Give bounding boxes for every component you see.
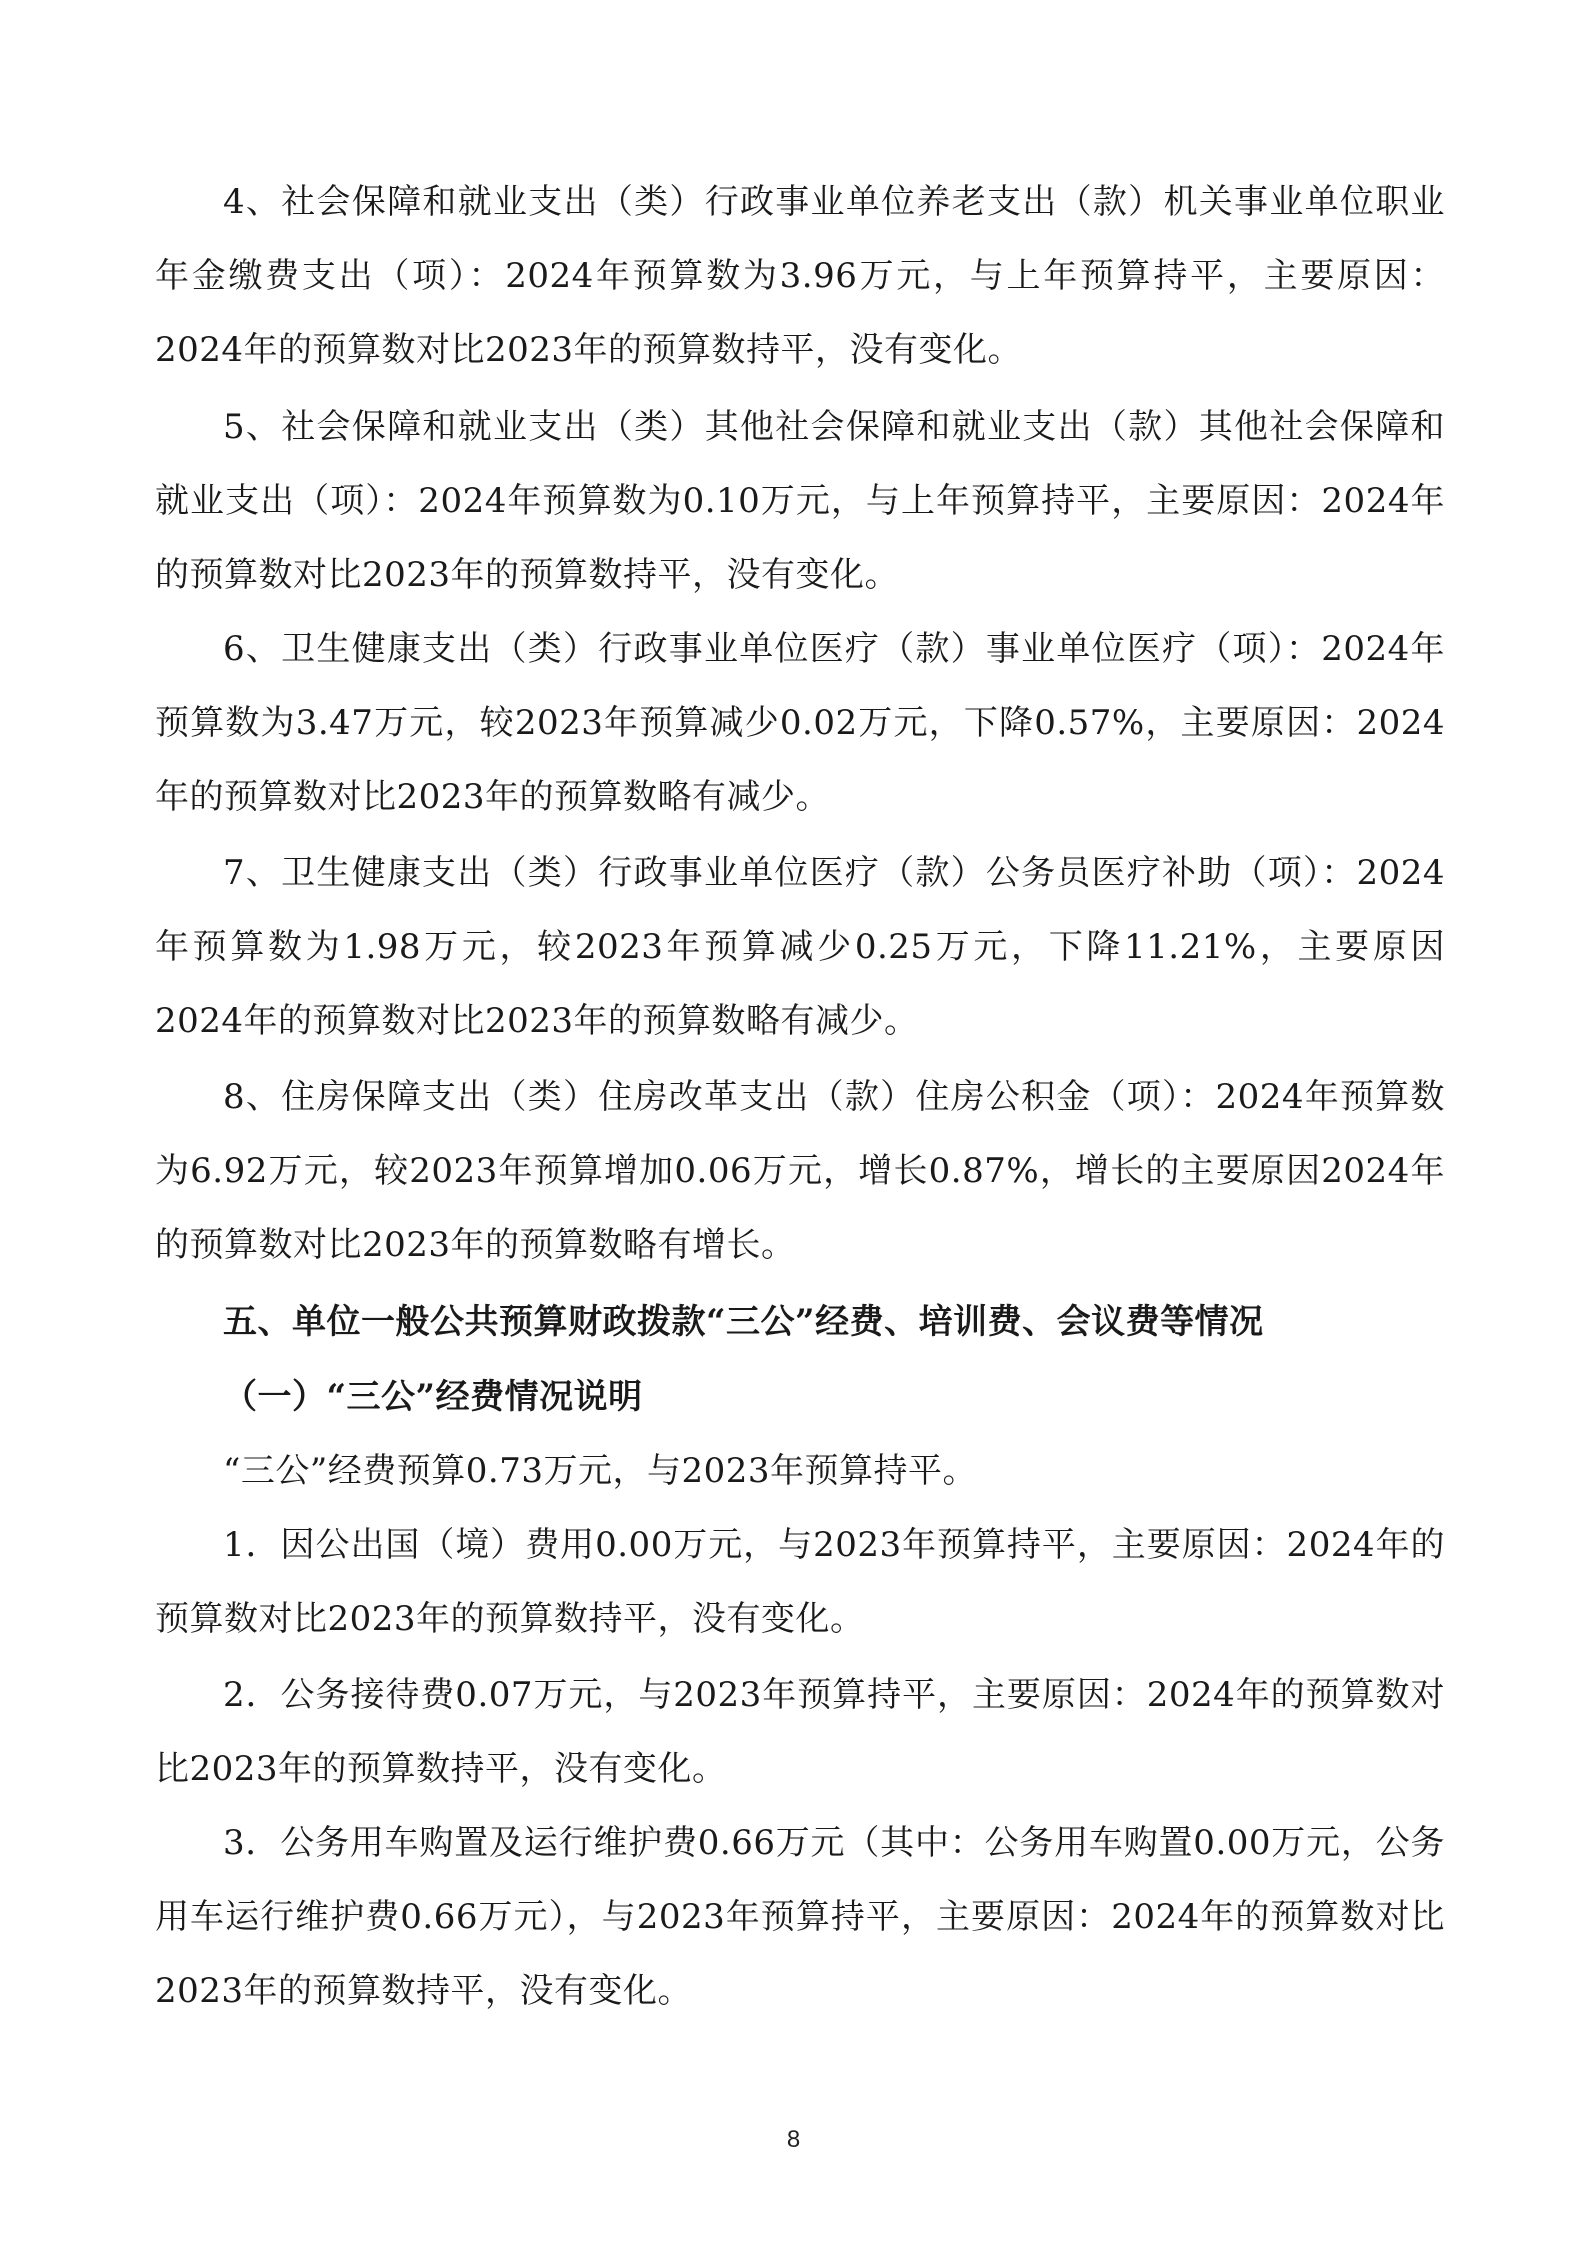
list-item-travel-abroad: 1．因公出国（境）费用0.00万元，与2023年预算持平，主要原因：2024年的预算数对比2023年的预算数持平，没有变化。 [155, 1525, 1445, 1639]
section-heading: 五、单位一般公共预算财政拨款“三公”经费、培训费、会议费等情况 [223, 1302, 1264, 1342]
paragraph-item-7: 7、卫生健康支出（类）行政事业单位医疗（款）公务员医疗补助（项）：2024年预算数为1.98万元，较2023年预算减少0.25万元，下降11.21%，主要原因2024年的预算数对比2023年的预算数略有减少。 [155, 853, 1445, 1041]
paragraph-item-8: 8、住房保障支出（类）住房改革支出（款）住房公积金（项）：2024年预算数为6.92万元，较2023年预算增加0.06万元，增长0.87%，增长的主要原因2024年的预算数对比2023年的预算数略有增长。 [155, 1077, 1445, 1265]
list-item-vehicle: 3．公务用车购置及运行维护费0.66万元（其中：公务用车购置0.00万元，公务用车运行维护费0.66万元），与2023年预算持平，主要原因：2024年的预算数对比2023年的预算数持平，没有变化。 [155, 1823, 1445, 2011]
page-number: 8 [786, 2126, 801, 2153]
summary-paragraph: “三公”经费预算0.73万元，与2023年预算持平。 [223, 1451, 977, 1491]
paragraph-item-5: 5、社会保障和就业支出（类）其他社会保障和就业支出（款）其他社会保障和就业支出（项）：2024年预算数为0.10万元，与上年预算持平，主要原因：2024年的预算数对比2023年的预算数持平，没有变化。 [155, 407, 1445, 595]
paragraph-item-6: 6、卫生健康支出（类）行政事业单位医疗（款）事业单位医疗（项）：2024年预算数为3.47万元，较2023年预算减少0.02万元，下降0.57%，主要原因：2024年的预算数对比2023年的预算数略有减少。 [155, 629, 1445, 817]
subsection-heading: （一）“三公”经费情况说明 [223, 1377, 643, 1417]
paragraph-item-4: 4、社会保障和就业支出（类）行政事业单位养老支出（款）机关事业单位职业年金缴费支出（项）：2024年预算数为3.96万元，与上年预算持平，主要原因：2024年的预算数对比2023年的预算数持平，没有变化。 [155, 182, 1445, 370]
list-item-reception: 2．公务接待费0.07万元，与2023年预算持平，主要原因：2024年的预算数对比2023年的预算数持平，没有变化。 [155, 1675, 1445, 1789]
